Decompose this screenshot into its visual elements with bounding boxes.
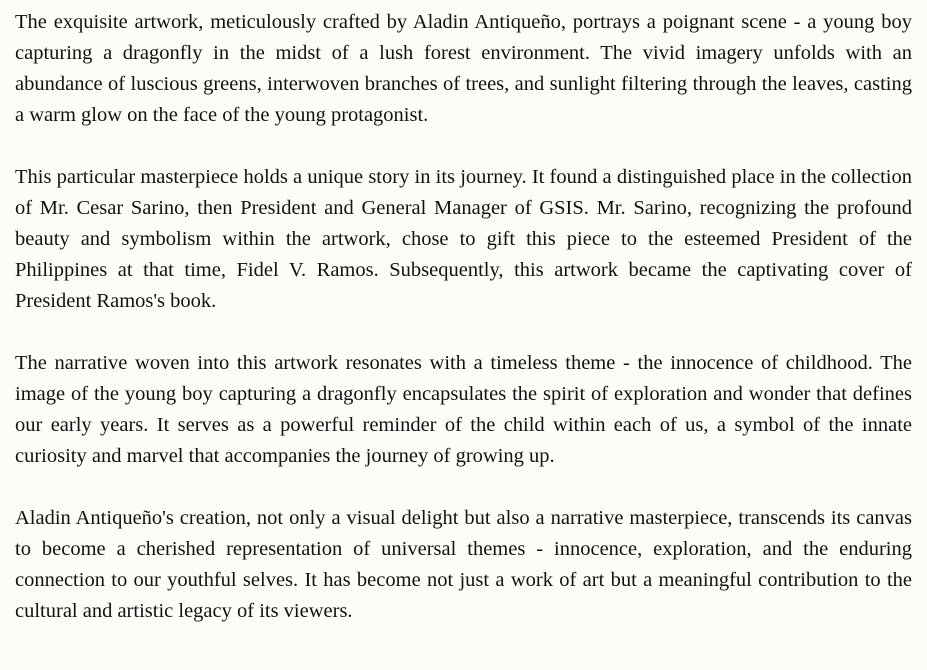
- paragraph-artwork-description: The exquisite artwork, meticulously crafted by Aladin Antiqueño, portrays a poignant scene - a young boy capturing a dragonfly in the midst of a lush forest environment. The vivid imagery unfolds with an abundance of luscious greens, interwoven branches of trees, and sunlight filtering through the leaves, casting a warm glow on the face of the young protagonist.: [15, 11, 912, 126]
- paragraph-provenance: This particular masterpiece holds a unique story in its journey. It found a distinguished place in the collection of Mr. Cesar Sarino, then President and General Manager of GSIS. Mr. Sarino, recognizing the profound beauty and symbolism within the artwork, chose to gift this piece to the esteemed President of the Philippines at that time, Fidel V. Ramos. Subsequently, this artwork became the captivating cover of President Ramos's book.: [15, 166, 912, 312]
- paragraph-theme: The narrative woven into this artwork resonates with a timeless theme - the innocence of childhood. The image of the young boy capturing a dragonfly encapsulates the spirit of exploration and wonder that defines our early years. It serves as a powerful reminder of the child within each of us, a symbol of the innate curiosity and marvel that accompanies the journey of growing up.: [15, 352, 912, 467]
- paragraph-legacy: Aladin Antiqueño's creation, not only a visual delight but also a narrative masterpiece, transcends its canvas to become a cherished representation of universal themes - innocence, exploration, and the enduring connection to our youthful selves. It has become not just a work of art but a meaningful contribution to the cultural and artistic legacy of its viewers.: [15, 507, 912, 622]
